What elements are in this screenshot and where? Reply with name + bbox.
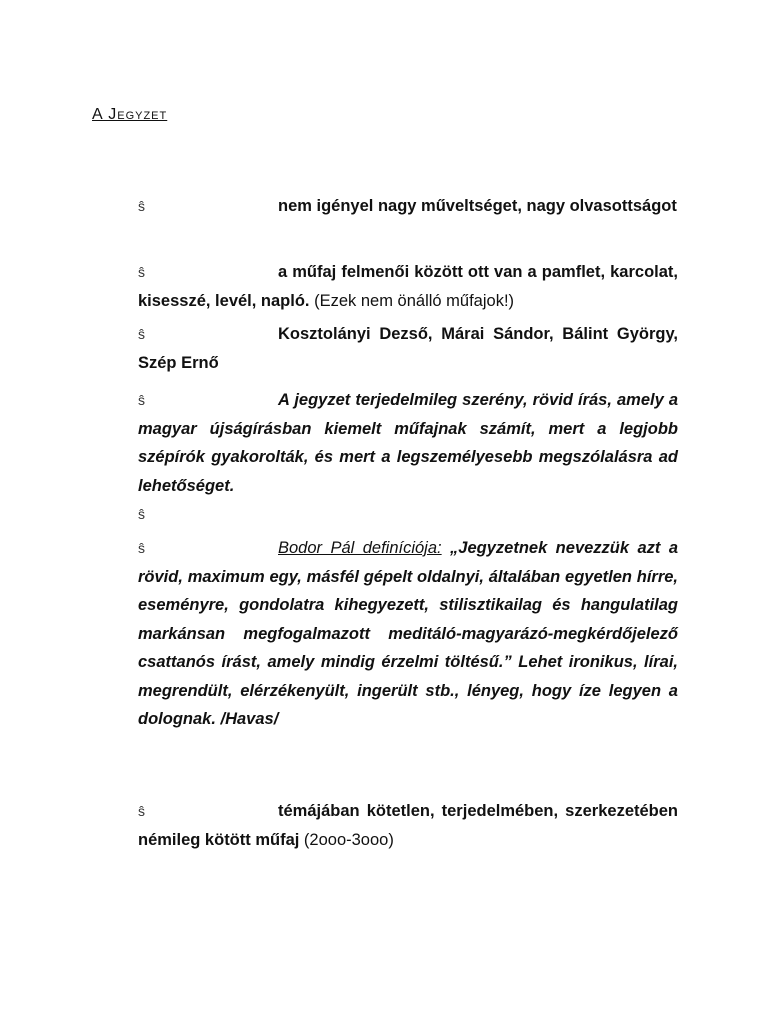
item-text: nem igényel nagy műveltséget, nagy olvasottságot — [278, 197, 677, 215]
bullet-icon: ŝ — [138, 264, 145, 280]
list-item — [138, 500, 678, 529]
bullet-icon: ŝ — [138, 198, 145, 214]
list-item — [138, 258, 678, 315]
bullet-icon: ŝ — [138, 326, 145, 342]
list-item — [138, 534, 678, 734]
definition-source: Bodor Pál definíciója: — [278, 539, 442, 557]
list-item — [138, 320, 678, 377]
bullet-icon: ŝ — [138, 803, 145, 819]
list-item — [138, 386, 678, 500]
item-text: A jegyzet terjedelmileg szerény, rövid írás, amely a magyar újságírásban kiemelt műfajnak számít, mert a legjobb szépírók gyakorolták, és mert a legszemélyesebb megszólalásra ad lehetőséget. — [138, 391, 678, 495]
bullet-icon: ŝ — [138, 392, 145, 408]
definition-quote: „Jegyzetnek nevezzük azt a rövid, maximum egy, másfél gépelt oldalnyi, általában egyetlen hírre, eseményre, gondolatra kihegyezett, stilisztikailag és hangulatilag markánsan megfogalmazott meditáló-magyarázó-megkérdőjelező csattanós írást, amely mindig érzelmi töltésű.” Lehet ironikus, lírai, megrendült, elérzékenyült, ingerült stb., lényeg, hogy íze legyen a dolognak. /Havas/ — [138, 539, 678, 728]
item-note: (Ezek nem önálló műfajok!) — [309, 291, 515, 310]
bullet-icon: ŝ — [138, 506, 145, 522]
page-title: A Jegyzet — [92, 106, 168, 123]
list-item — [138, 192, 678, 221]
item-note: (2ooo-3ooo) — [299, 830, 394, 849]
bullet-icon: ŝ — [138, 540, 145, 556]
list-item — [138, 797, 678, 854]
item-text: a műfaj felmenői között ott van a pamflet, karcolat, kisesszé, levél, napló. — [138, 263, 678, 310]
item-text: témájában kötetlen, terjedelmében, szerkezetében némileg kötött műfaj — [138, 802, 678, 849]
item-text: Kosztolányi Dezső, Márai Sándor, Bálint György, Szép Ernő — [138, 325, 678, 372]
